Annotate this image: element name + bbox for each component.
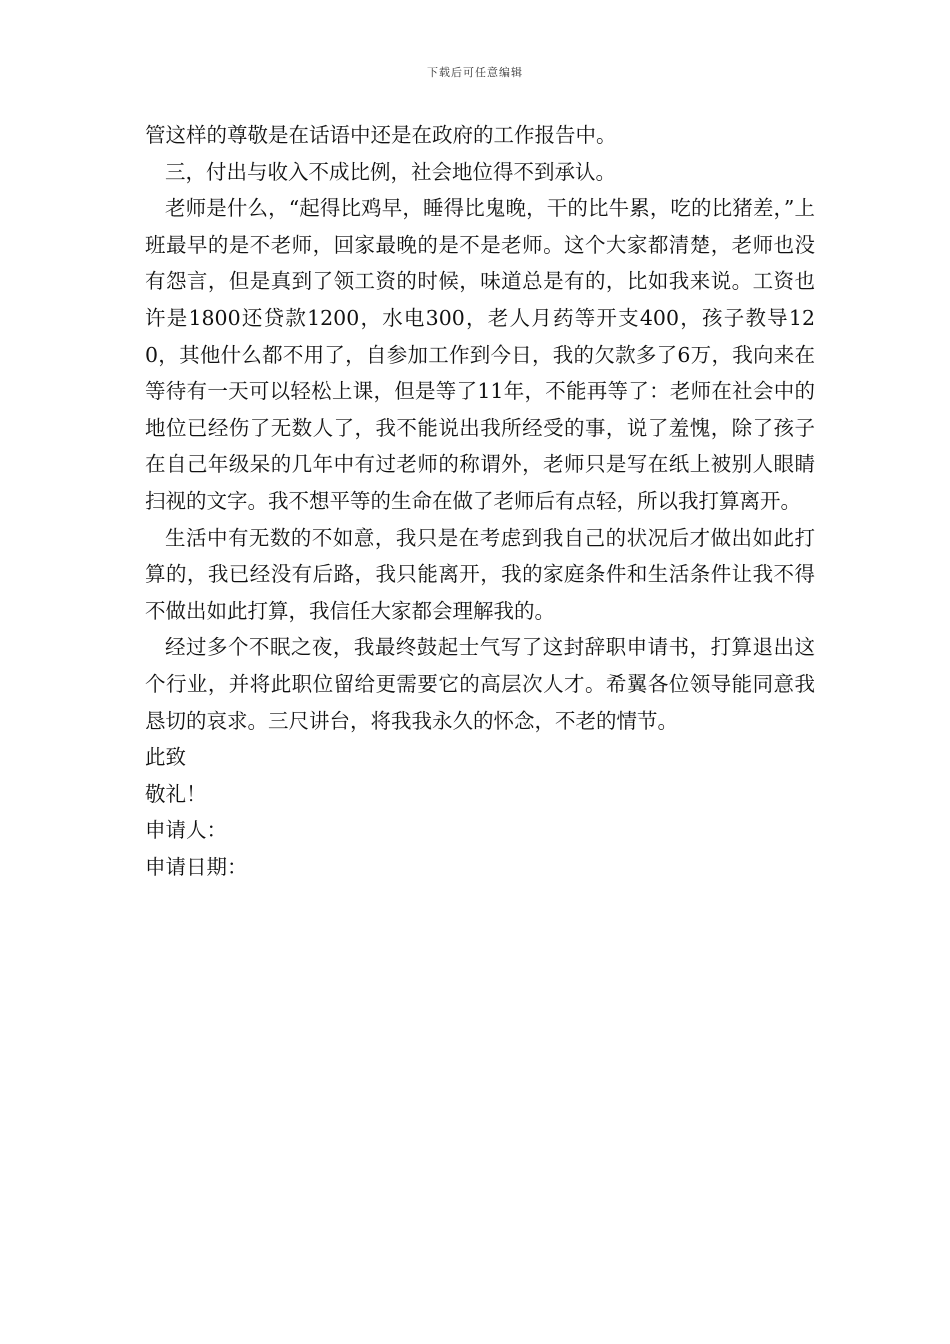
paragraph-continuation: 管这样的尊敬是在话语中还是在政府的工作报告中。 bbox=[145, 123, 617, 147]
letter-body bbox=[145, 117, 815, 885]
applicant-label: 申请人： bbox=[145, 818, 227, 843]
page-header: 下载后可任意编辑 bbox=[427, 66, 523, 79]
closing-regards: 敬礼！ bbox=[145, 781, 207, 806]
application-date-label: 申请日期： bbox=[145, 854, 248, 879]
paragraph-life-circumstances: 生活中有无数的不如意，我只是在考虑到我自己的状况后才做出如此打算的，我已经没有后路，我只能离开，我的家庭条件和生活条件让我不得不做出如此打算，我信任大家都会理解我的。 bbox=[145, 525, 815, 623]
paragraph-section-three: 三，付出与收入不成比例，社会地位得不到承认。 bbox=[165, 159, 616, 184]
closing-salutation: 此致 bbox=[145, 745, 186, 770]
paragraph-resignation-request: 经过多个不眠之夜，我最终鼓起士气写了这封辞职申请书，打算退出这个行业，并将此职位留给更需要它的高层次人才。希翼各位领导能同意我恳切的哀求。三尺讲台，将我我永久的怀念，不老的情节。 bbox=[145, 635, 815, 733]
paragraph-teacher-income: 老师是什么，“起得比鸡早，睡得比鬼晚，干的比牛累，吃的比猪差，”上班最早的是不老师，回家最晚的是不是老师。这个大家都清楚，老师也没有怨言，但是真到了领工资的时候，味道总是有的，比如我来说。工资也许是1800还贷款1200，水电300，老人月药等开支400，孩子教导120，其他什么都不用了，自参加工作到今日，我的欠款多了6万，我向来在等待有一天可以轻松上课，但是等了11年，不能再等了：老师在社会中的地位已经伤了无数人了，我不能说出我所经受的事，说了羞愧，除了孩子在自己年级呆的几年中有过老师的称谓外，老师只是写在纸上被别人眼睛扫视的文字。我不想平等的生命在做了老师后有点轻，所以我打算离开。 bbox=[145, 196, 815, 513]
